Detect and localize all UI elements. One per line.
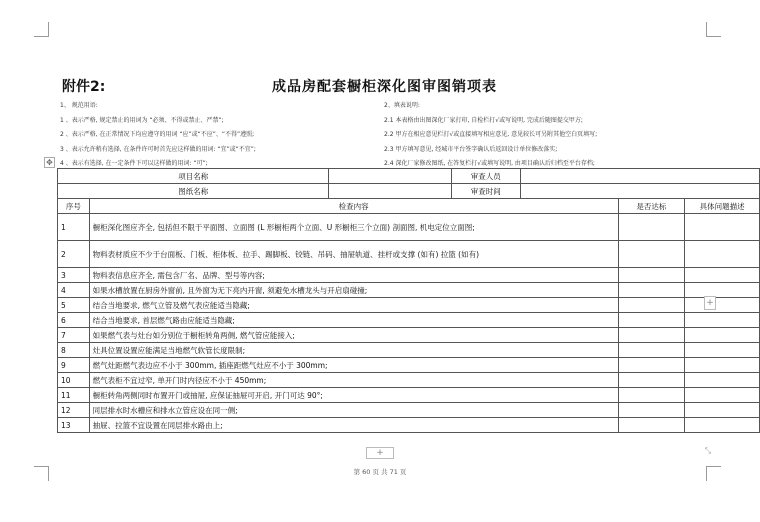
review-time-cell[interactable] — [520, 184, 759, 199]
table-row — [58, 373, 760, 388]
check-content: 抽屉、拉篮不宜设置在同层排水路由上; — [89, 418, 618, 433]
row-number: 3 — [58, 268, 90, 283]
page-corner-mark-top-right — [706, 22, 721, 37]
check-content: 同层排水时水槽应和排水立管应设在同一侧; — [89, 403, 618, 418]
column-header-issue: 具体问题描述 — [685, 199, 760, 214]
issue-cell[interactable] — [685, 388, 760, 403]
compliant-cell[interactable] — [618, 403, 685, 418]
issue-cell[interactable] — [685, 313, 760, 328]
table-move-handle-icon[interactable]: ✥ — [44, 157, 55, 168]
compliant-cell[interactable] — [618, 358, 685, 373]
check-content: 燃气灶距燃气表边应不小于 300mm, 插座距燃气灶应不小于 300mm; — [89, 358, 618, 373]
note-line: 1 、表示严格, 规定禁止的用词为 “必须、不得或禁止、严禁”; — [60, 116, 224, 124]
note-line: 2.3 甲方填写意见, 经城市平台签字确认后返回设计单位修改落实; — [384, 145, 558, 153]
issue-cell[interactable] — [685, 298, 760, 313]
row-number: 13 — [58, 418, 90, 433]
row-number: 2 — [58, 241, 90, 268]
table-header-row — [58, 199, 760, 214]
table-row — [58, 418, 760, 433]
issue-cell[interactable] — [685, 268, 760, 283]
compliant-cell[interactable] — [618, 418, 685, 433]
page-title: 成品房配套橱柜深化图审图销项表 — [272, 79, 497, 95]
table-row — [58, 214, 760, 241]
note-line: 1、 规范用语: — [60, 102, 98, 109]
check-content: 橱柜深化图应齐全, 包括但不限于平面图、立面图 (L 形橱柜两个立面、U 形橱柜三个立面) 剖面图, 机电定位立面图; — [89, 214, 618, 241]
review-time-label: 审查时间 — [451, 184, 520, 199]
meta-row-drawing — [58, 184, 760, 199]
row-number: 5 — [58, 298, 90, 313]
table-row — [58, 283, 760, 298]
issue-cell[interactable] — [685, 373, 760, 388]
compliant-cell[interactable] — [618, 388, 685, 403]
issue-cell[interactable] — [685, 328, 760, 343]
check-content: 物料表信息应齐全, 需包含厂名、品牌、型号等内容; — [89, 268, 618, 283]
compliant-cell[interactable] — [618, 343, 685, 358]
table-row — [58, 343, 760, 358]
table-row — [58, 268, 760, 283]
issue-cell[interactable] — [685, 403, 760, 418]
row-number: 10 — [58, 373, 90, 388]
project-name-cell[interactable] — [329, 169, 451, 184]
issue-cell[interactable] — [685, 241, 760, 268]
column-header-compliant: 是否达标 — [618, 199, 685, 214]
note-line: 2.1 本表格由出图深化厂家打印, 自检栏打√或写说明, 完成后随图提交甲方; — [384, 116, 583, 124]
note-line: 4 、表示有选择, 在一定条件下可以这样做的用词: “可”; — [60, 160, 208, 167]
check-content: 灶具位置设置应能满足当地燃气软管长度限制; — [89, 343, 618, 358]
check-content: 物料表材质应不少于台面板、门板、柜体板、拉手、踢脚板、铰链、吊码、抽屉轨道、挂杆或支撑 (如有) 拉篮 (如有) — [89, 241, 618, 268]
issue-cell[interactable] — [685, 283, 760, 298]
check-content: 如果燃气表与灶台如分别位于橱柜转角两侧, 燃气管应能接入; — [89, 328, 618, 343]
row-number: 6 — [58, 313, 90, 328]
compliant-cell[interactable] — [618, 214, 685, 241]
column-header-no: 序号 — [58, 199, 90, 214]
table-row — [58, 328, 760, 343]
meta-row-project — [58, 169, 760, 184]
drawing-name-cell[interactable] — [329, 184, 451, 199]
project-name-label: 项目名称 — [58, 169, 329, 184]
table-resize-icon[interactable]: ⤡ — [704, 446, 712, 455]
compliant-cell[interactable] — [618, 283, 685, 298]
row-number: 4 — [58, 283, 90, 298]
issue-cell[interactable] — [685, 214, 760, 241]
issue-cell[interactable] — [685, 343, 760, 358]
row-number: 1 — [58, 214, 90, 241]
compliant-cell[interactable] — [618, 328, 685, 343]
note-line: 2.4 深化厂家修改图纸, 在答复栏打√或填写说明, 由项目确认后归档至平台存档; — [384, 160, 595, 167]
check-content: 结合当地要求, 燃气立管及燃气表应能适当隐藏; — [89, 298, 618, 313]
row-number: 12 — [58, 403, 90, 418]
check-content: 橱柜转角两侧同时布置开门或抽屉, 应保证抽屉可开启, 开门可达 90°; — [89, 388, 618, 403]
row-number: 9 — [58, 358, 90, 373]
reviewer-label: 审查人员 — [451, 169, 520, 184]
page-heading — [62, 76, 702, 94]
compliant-cell[interactable] — [618, 298, 685, 313]
page-corner-mark-top-left — [34, 22, 49, 37]
row-number: 8 — [58, 343, 90, 358]
table-row — [58, 403, 760, 418]
table-row — [58, 388, 760, 403]
compliant-cell[interactable] — [618, 313, 685, 328]
reviewer-cell[interactable] — [520, 169, 759, 184]
attachment-label: 附件2: — [62, 79, 106, 95]
column-header-content: 检查内容 — [89, 199, 618, 214]
compliant-cell[interactable] — [618, 373, 685, 388]
note-line: 2 、表示严格, 在正常情况下均应遵守的用词 “应”或“不应”、“不得”遵照; — [60, 131, 255, 138]
row-number: 11 — [58, 388, 90, 403]
table-row — [58, 313, 760, 328]
issue-cell[interactable] — [685, 358, 760, 373]
check-content: 如果水槽放置在厨房外窗前, 且外窗为无下亮内开窗, 须避免水槽龙头与开启扇碰撞; — [89, 283, 618, 298]
note-line: 3 、表示允许稍有选择, 在条件许可时首先应这样做的用词: “宜”或“不宜”; — [60, 145, 256, 153]
notes-right-column — [384, 101, 714, 174]
table-row — [58, 358, 760, 373]
drawing-name-label: 图纸名称 — [58, 184, 329, 199]
add-row-plus-icon[interactable]: + — [366, 447, 394, 459]
compliant-cell[interactable] — [618, 268, 685, 283]
check-content: 结合当地要求, 首层燃气路由应能适当隐藏; — [89, 313, 618, 328]
check-content: 燃气表柜不宜过窄, 单开门时内径应不小于 450mm; — [89, 373, 618, 388]
add-column-plus-icon[interactable]: + — [704, 296, 716, 310]
compliant-cell[interactable] — [618, 241, 685, 268]
page-footer: 第 60 页 共 71 页 — [353, 468, 407, 476]
note-line: 2、填表说明: — [384, 102, 420, 109]
note-line: 2.2 甲方在相应意见栏打√或直接填写相应意见, 意见较长可另附其他空白页填写; — [384, 131, 598, 138]
table-row — [58, 298, 760, 313]
table-row — [58, 241, 760, 268]
row-number: 7 — [58, 328, 90, 343]
issue-cell[interactable] — [685, 418, 760, 433]
notes-left-column — [60, 101, 380, 174]
audit-table — [57, 168, 760, 433]
